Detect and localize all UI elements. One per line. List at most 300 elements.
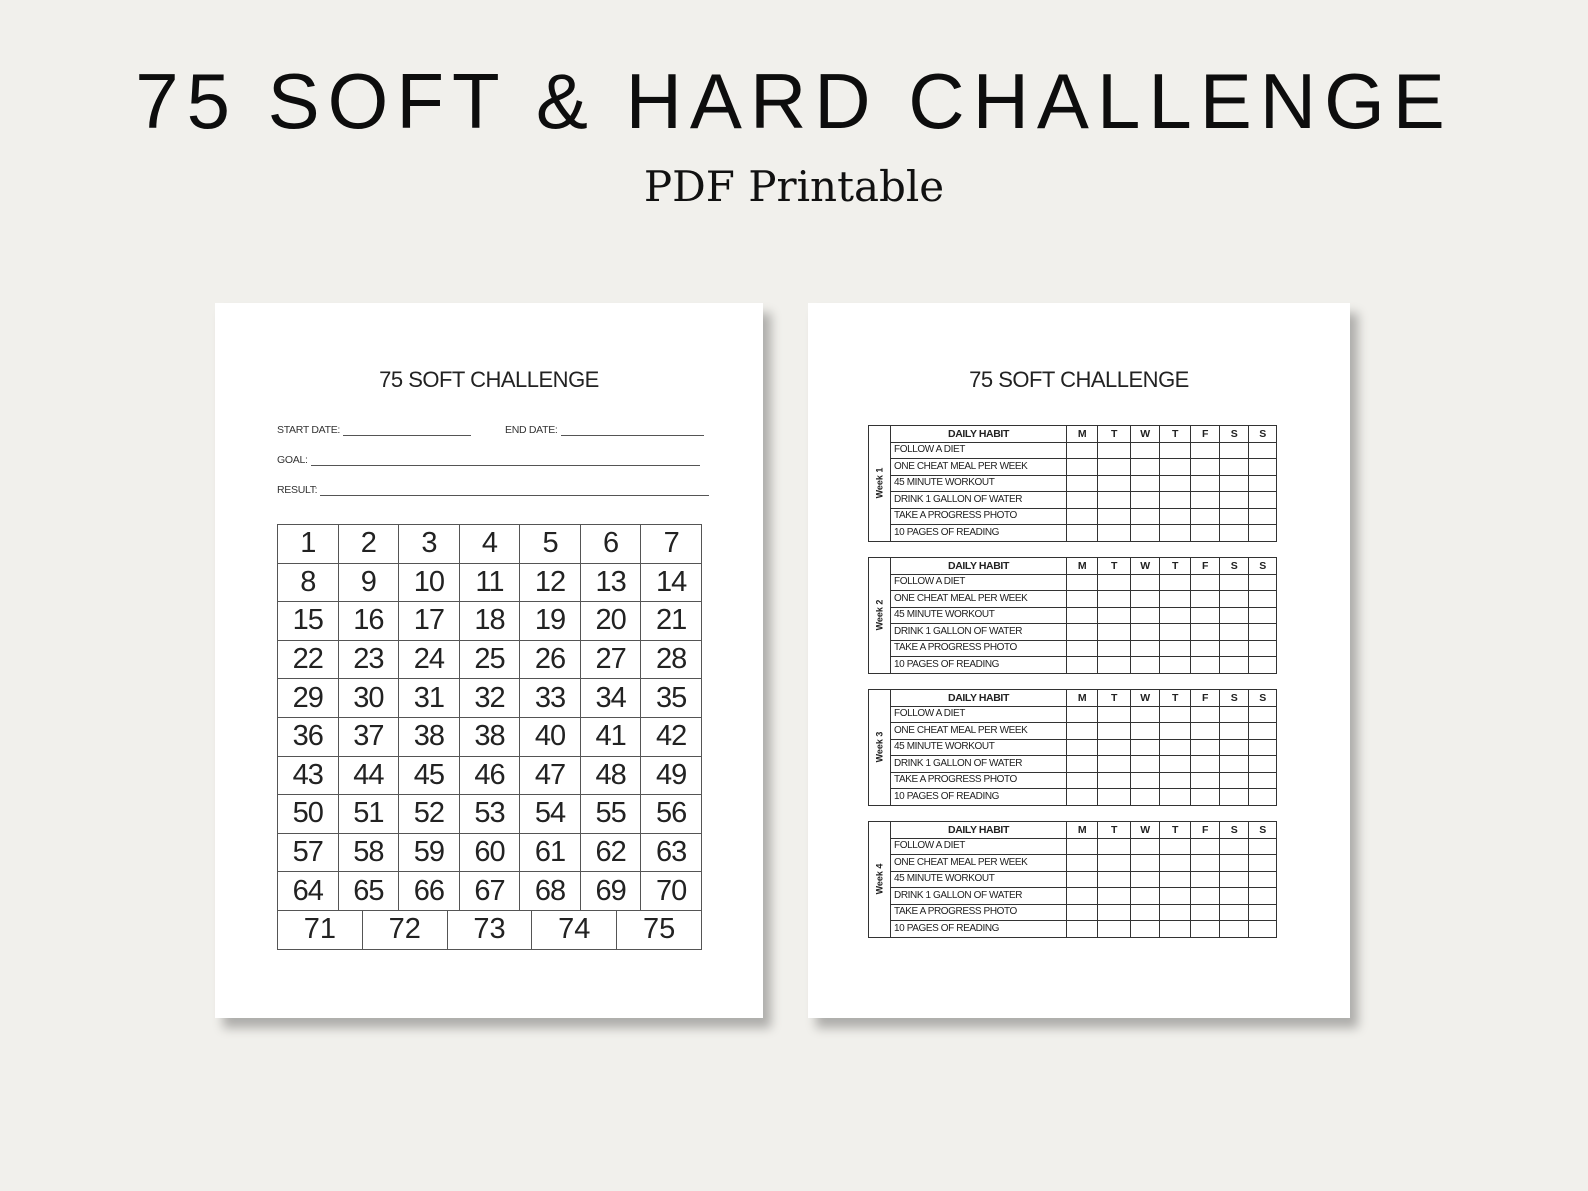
habit-check-cell[interactable] — [1160, 739, 1191, 756]
habit-check-cell[interactable] — [1249, 723, 1277, 740]
habit-row — [869, 607, 1277, 624]
day-cell[interactable]: 18 — [459, 602, 520, 641]
habit-check-cell[interactable] — [1191, 904, 1220, 921]
habit-label: 10 PAGES OF READING — [891, 789, 1067, 806]
goal-line[interactable] — [311, 455, 700, 466]
day-cell[interactable]: 66 — [399, 872, 460, 911]
habit-check-cell[interactable] — [1160, 492, 1191, 509]
habit-check-cell[interactable] — [1067, 442, 1098, 459]
habit-check-cell[interactable] — [1191, 459, 1220, 476]
day-cell[interactable]: 6 — [580, 525, 641, 564]
habit-check-cell[interactable] — [1131, 459, 1160, 476]
habit-check-cell[interactable] — [1191, 706, 1220, 723]
habit-check-cell[interactable] — [1067, 640, 1098, 657]
habit-check-cell[interactable] — [1131, 772, 1160, 789]
habit-check-cell[interactable] — [1160, 591, 1191, 608]
habit-check-cell[interactable] — [1131, 871, 1160, 888]
day-cell[interactable]: 35 — [641, 679, 702, 718]
day-cell[interactable]: 52 — [399, 795, 460, 834]
day-header: W — [1131, 690, 1160, 707]
habit-check-cell[interactable] — [1249, 904, 1277, 921]
day-cell[interactable]: 46 — [459, 756, 520, 795]
habit-check-cell[interactable] — [1191, 574, 1220, 591]
habit-check-cell[interactable] — [1249, 640, 1277, 657]
habit-check-cell[interactable] — [1191, 525, 1220, 542]
habit-row — [869, 921, 1277, 938]
day-cell[interactable]: 16 — [338, 602, 399, 641]
day-cell[interactable]: 34 — [580, 679, 641, 718]
day-cell[interactable]: 59 — [399, 833, 460, 872]
day-header: T — [1098, 822, 1131, 839]
habit-check-cell[interactable] — [1098, 624, 1131, 641]
habit-label: 45 MINUTE WORKOUT — [891, 739, 1067, 756]
habit-check-cell[interactable] — [1131, 607, 1160, 624]
habit-label: FOLLOW A DIET — [891, 574, 1067, 591]
day-cell[interactable]: 61 — [520, 833, 581, 872]
habit-check-cell[interactable] — [1191, 888, 1220, 905]
habit-check-cell[interactable] — [1160, 772, 1191, 789]
day-cell[interactable]: 65 — [338, 872, 399, 911]
habit-check-cell[interactable] — [1220, 640, 1249, 657]
week-table — [868, 557, 1276, 674]
week-label-cell — [869, 558, 891, 674]
day-cell[interactable]: 40 — [520, 717, 581, 756]
daily-habit-header: DAILY HABIT — [891, 690, 1067, 707]
habit-check-cell[interactable] — [1220, 921, 1249, 938]
day-cell[interactable]: 29 — [278, 679, 339, 718]
habit-check-cell[interactable] — [1160, 789, 1191, 806]
habit-check-cell[interactable] — [1249, 888, 1277, 905]
habit-check-cell[interactable] — [1131, 475, 1160, 492]
week-label-cell — [869, 822, 891, 938]
day-cell[interactable]: 19 — [520, 602, 581, 641]
habit-check-cell[interactable] — [1067, 475, 1098, 492]
day-cell[interactable]: 31 — [399, 679, 460, 718]
day-header: F — [1191, 822, 1220, 839]
habit-row — [869, 459, 1277, 476]
day-cell[interactable]: 36 — [278, 717, 339, 756]
habit-check-cell[interactable] — [1067, 838, 1098, 855]
habit-check-cell[interactable] — [1191, 640, 1220, 657]
day-row — [278, 602, 702, 641]
right-page-title: 75 SOFT CHALLENGE — [969, 367, 1189, 392]
habit-check-cell[interactable] — [1220, 789, 1249, 806]
habit-label: TAKE A PROGRESS PHOTO — [891, 640, 1067, 657]
habit-check-cell[interactable] — [1191, 772, 1220, 789]
day-cell[interactable]: 60 — [459, 833, 520, 872]
habit-label: ONE CHEAT MEAL PER WEEK — [891, 591, 1067, 608]
habit-check-cell[interactable] — [1131, 756, 1160, 773]
habit-check-cell[interactable] — [1249, 508, 1277, 525]
habit-row — [869, 574, 1277, 591]
day-cell[interactable]: 50 — [278, 795, 339, 834]
habit-row — [869, 508, 1277, 525]
habit-check-cell[interactable] — [1067, 525, 1098, 542]
habit-check-cell[interactable] — [1098, 871, 1131, 888]
day-cell[interactable]: 63 — [641, 833, 702, 872]
day-cell[interactable]: 5 — [520, 525, 581, 564]
habit-check-cell[interactable] — [1067, 739, 1098, 756]
habit-check-cell[interactable] — [1220, 525, 1249, 542]
habit-check-cell[interactable] — [1249, 492, 1277, 509]
habit-check-cell[interactable] — [1160, 657, 1191, 674]
habit-check-cell[interactable] — [1191, 789, 1220, 806]
habit-check-cell[interactable] — [1067, 574, 1098, 591]
habit-check-cell[interactable] — [1098, 574, 1131, 591]
day-header: S — [1249, 690, 1277, 707]
result-line[interactable] — [320, 485, 709, 496]
habit-check-cell[interactable] — [1067, 756, 1098, 773]
habit-check-cell[interactable] — [1067, 772, 1098, 789]
habit-check-cell[interactable] — [1220, 508, 1249, 525]
day-cell[interactable]: 47 — [520, 756, 581, 795]
day-cell[interactable]: 28 — [641, 640, 702, 679]
habit-check-cell[interactable] — [1220, 442, 1249, 459]
habit-check-cell[interactable] — [1160, 888, 1191, 905]
day-cell[interactable]: 41 — [580, 717, 641, 756]
habit-check-cell[interactable] — [1191, 492, 1220, 509]
habit-check-cell[interactable] — [1098, 739, 1131, 756]
day-cell[interactable]: 15 — [278, 602, 339, 641]
habit-check-cell[interactable] — [1220, 888, 1249, 905]
day-cell[interactable]: 70 — [641, 872, 702, 911]
habit-label: 45 MINUTE WORKOUT — [891, 475, 1067, 492]
day-cell[interactable]: 12 — [520, 563, 581, 602]
day-cell[interactable]: 69 — [580, 872, 641, 911]
habit-check-cell[interactable] — [1249, 756, 1277, 773]
habit-check-cell[interactable] — [1098, 508, 1131, 525]
habit-check-cell[interactable] — [1131, 508, 1160, 525]
habit-check-cell[interactable] — [1220, 838, 1249, 855]
day-row — [278, 833, 702, 872]
habit-check-cell[interactable] — [1160, 624, 1191, 641]
day-cell[interactable]: 3 — [399, 525, 460, 564]
habit-check-cell[interactable] — [1098, 492, 1131, 509]
habit-check-cell[interactable] — [1191, 838, 1220, 855]
left-page — [215, 303, 763, 1018]
habit-check-cell[interactable] — [1249, 475, 1277, 492]
habit-check-cell[interactable] — [1191, 723, 1220, 740]
habit-check-cell[interactable] — [1249, 772, 1277, 789]
subtitle: PDF Printable — [643, 162, 945, 211]
habit-label: DRINK 1 GALLON OF WATER — [891, 492, 1067, 509]
habit-check-cell[interactable] — [1067, 723, 1098, 740]
week-table — [868, 821, 1276, 938]
start-date-line[interactable] — [343, 425, 471, 436]
habit-label: ONE CHEAT MEAL PER WEEK — [891, 855, 1067, 872]
habit-check-cell[interactable] — [1191, 921, 1220, 938]
day-cell[interactable]: 74 — [532, 911, 617, 950]
habit-check-cell[interactable] — [1191, 657, 1220, 674]
day-cell[interactable]: 25 — [459, 640, 520, 679]
habit-check-cell[interactable] — [1249, 607, 1277, 624]
habit-row — [869, 855, 1277, 872]
habit-check-cell[interactable] — [1131, 492, 1160, 509]
habit-check-cell[interactable] — [1249, 624, 1277, 641]
habit-check-cell[interactable] — [1067, 871, 1098, 888]
habit-check-cell[interactable] — [1067, 789, 1098, 806]
habit-check-cell[interactable] — [1160, 442, 1191, 459]
habit-check-cell[interactable] — [1067, 904, 1098, 921]
habit-check-cell[interactable] — [1191, 475, 1220, 492]
habit-check-cell[interactable] — [1220, 475, 1249, 492]
habit-check-cell[interactable] — [1249, 442, 1277, 459]
habit-check-cell[interactable] — [1220, 607, 1249, 624]
day-cell[interactable]: 21 — [641, 602, 702, 641]
habit-check-cell[interactable] — [1067, 855, 1098, 872]
habit-check-cell[interactable] — [1067, 459, 1098, 476]
habit-label: ONE CHEAT MEAL PER WEEK — [891, 723, 1067, 740]
main-title: 75 SOFT & HARD CHALLENGE — [135, 57, 1453, 145]
week-label-cell — [869, 426, 891, 542]
habit-check-cell[interactable] — [1191, 739, 1220, 756]
day-cell[interactable]: 7 — [641, 525, 702, 564]
day-cell[interactable]: 23 — [338, 640, 399, 679]
habit-check-cell[interactable] — [1131, 574, 1160, 591]
habit-check-cell[interactable] — [1191, 624, 1220, 641]
habit-check-cell[interactable] — [1191, 855, 1220, 872]
day-cell[interactable]: 17 — [399, 602, 460, 641]
day-cell[interactable]: 27 — [580, 640, 641, 679]
day-cell[interactable]: 32 — [459, 679, 520, 718]
habit-check-cell[interactable] — [1249, 591, 1277, 608]
day-header: F — [1191, 426, 1220, 443]
habit-check-cell[interactable] — [1160, 756, 1191, 773]
habit-check-cell[interactable] — [1220, 492, 1249, 509]
day-cell[interactable]: 26 — [520, 640, 581, 679]
habit-check-cell[interactable] — [1098, 475, 1131, 492]
habit-check-cell[interactable] — [1098, 607, 1131, 624]
day-row — [278, 640, 702, 679]
habit-check-cell[interactable] — [1131, 904, 1160, 921]
day-cell[interactable]: 49 — [641, 756, 702, 795]
habit-check-cell[interactable] — [1098, 640, 1131, 657]
habit-check-cell[interactable] — [1220, 591, 1249, 608]
habit-check-cell[interactable] — [1160, 904, 1191, 921]
habit-check-cell[interactable] — [1220, 574, 1249, 591]
habit-check-cell[interactable] — [1160, 508, 1191, 525]
habit-check-cell[interactable] — [1131, 739, 1160, 756]
habit-check-cell[interactable] — [1067, 706, 1098, 723]
day-cell[interactable]: 67 — [459, 872, 520, 911]
habit-label: 45 MINUTE WORKOUT — [891, 607, 1067, 624]
habit-check-cell[interactable] — [1160, 574, 1191, 591]
habit-check-cell[interactable] — [1067, 591, 1098, 608]
habit-check-cell[interactable] — [1220, 723, 1249, 740]
habit-check-cell[interactable] — [1131, 591, 1160, 608]
habit-check-cell[interactable] — [1160, 838, 1191, 855]
habit-check-cell[interactable] — [1098, 591, 1131, 608]
day-row — [278, 717, 702, 756]
habit-row — [869, 475, 1277, 492]
habit-check-cell[interactable] — [1098, 904, 1131, 921]
habit-check-cell[interactable] — [1220, 739, 1249, 756]
day-cell[interactable]: 22 — [278, 640, 339, 679]
habit-check-cell[interactable] — [1098, 442, 1131, 459]
habit-check-cell[interactable] — [1067, 921, 1098, 938]
habit-check-cell[interactable] — [1067, 492, 1098, 509]
habit-check-cell[interactable] — [1191, 591, 1220, 608]
habit-check-cell[interactable] — [1249, 789, 1277, 806]
day-cell[interactable]: 38 — [459, 717, 520, 756]
habit-check-cell[interactable] — [1098, 921, 1131, 938]
habit-check-cell[interactable] — [1160, 706, 1191, 723]
habit-check-cell[interactable] — [1160, 607, 1191, 624]
day-row — [278, 563, 702, 602]
day-cell[interactable]: 75 — [617, 911, 702, 950]
habit-check-cell[interactable] — [1249, 459, 1277, 476]
habit-row — [869, 525, 1277, 542]
habit-label: DRINK 1 GALLON OF WATER — [891, 756, 1067, 773]
habit-check-cell[interactable] — [1249, 706, 1277, 723]
day-cell[interactable]: 2 — [338, 525, 399, 564]
habit-check-cell[interactable] — [1160, 459, 1191, 476]
habit-check-cell[interactable] — [1098, 855, 1131, 872]
habit-check-cell[interactable] — [1098, 525, 1131, 542]
habit-check-cell[interactable] — [1160, 921, 1191, 938]
habit-row — [869, 756, 1277, 773]
day-cell[interactable]: 38 — [399, 717, 460, 756]
day-cell[interactable]: 42 — [641, 717, 702, 756]
habit-check-cell[interactable] — [1131, 706, 1160, 723]
day-cell[interactable]: 58 — [338, 833, 399, 872]
habit-check-cell[interactable] — [1131, 838, 1160, 855]
habit-check-cell[interactable] — [1249, 921, 1277, 938]
day-cell[interactable]: 13 — [580, 563, 641, 602]
habit-check-cell[interactable] — [1220, 624, 1249, 641]
day-cell[interactable]: 1 — [278, 525, 339, 564]
habit-check-cell[interactable] — [1131, 921, 1160, 938]
day-cell[interactable]: 9 — [338, 563, 399, 602]
day-header: M — [1067, 822, 1098, 839]
habit-check-cell[interactable] — [1098, 459, 1131, 476]
habit-check-cell[interactable] — [1220, 772, 1249, 789]
start-date-label: START DATE: — [277, 424, 341, 436]
day-cell[interactable]: 72 — [362, 911, 447, 950]
habit-check-cell[interactable] — [1191, 442, 1220, 459]
habit-check-cell[interactable] — [1160, 871, 1191, 888]
habit-check-cell[interactable] — [1220, 756, 1249, 773]
habit-check-cell[interactable] — [1191, 508, 1220, 525]
day-row — [278, 795, 702, 834]
day-header: M — [1067, 558, 1098, 575]
habit-check-cell[interactable] — [1160, 640, 1191, 657]
habit-check-cell[interactable] — [1131, 657, 1160, 674]
habit-check-cell[interactable] — [1098, 706, 1131, 723]
habit-check-cell[interactable] — [1191, 756, 1220, 773]
day-cell[interactable]: 20 — [580, 602, 641, 641]
habit-check-cell[interactable] — [1191, 871, 1220, 888]
habit-check-cell[interactable] — [1098, 756, 1131, 773]
habit-check-cell[interactable] — [1220, 706, 1249, 723]
habit-check-cell[interactable] — [1249, 574, 1277, 591]
habit-check-cell[interactable] — [1098, 789, 1131, 806]
day-cell[interactable]: 30 — [338, 679, 399, 718]
habit-check-cell[interactable] — [1098, 723, 1131, 740]
habit-check-cell[interactable] — [1249, 855, 1277, 872]
habit-row — [869, 739, 1277, 756]
day-cell[interactable]: 54 — [520, 795, 581, 834]
day-cell[interactable]: 56 — [641, 795, 702, 834]
day-cell[interactable]: 73 — [447, 911, 532, 950]
habit-check-cell[interactable] — [1098, 772, 1131, 789]
habit-check-cell[interactable] — [1067, 624, 1098, 641]
habit-check-cell[interactable] — [1067, 607, 1098, 624]
day-cell[interactable]: 44 — [338, 756, 399, 795]
habit-check-cell[interactable] — [1067, 888, 1098, 905]
habit-check-cell[interactable] — [1131, 442, 1160, 459]
habit-check-cell[interactable] — [1160, 723, 1191, 740]
habit-check-cell[interactable] — [1220, 459, 1249, 476]
day-cell[interactable]: 11 — [459, 563, 520, 602]
day-cell[interactable]: 57 — [278, 833, 339, 872]
habit-check-cell[interactable] — [1098, 657, 1131, 674]
habit-row — [869, 789, 1277, 806]
day-cell[interactable]: 45 — [399, 756, 460, 795]
day-cell[interactable]: 37 — [338, 717, 399, 756]
habit-check-cell[interactable] — [1131, 723, 1160, 740]
day-cell[interactable]: 24 — [399, 640, 460, 679]
day-cell[interactable]: 53 — [459, 795, 520, 834]
habit-check-cell[interactable] — [1249, 838, 1277, 855]
habit-check-cell[interactable] — [1131, 640, 1160, 657]
day-cell[interactable]: 33 — [520, 679, 581, 718]
habit-check-cell[interactable] — [1249, 657, 1277, 674]
habit-check-cell[interactable] — [1131, 855, 1160, 872]
habit-check-cell[interactable] — [1249, 525, 1277, 542]
day-row — [278, 679, 702, 718]
day-cell[interactable]: 48 — [580, 756, 641, 795]
day-cell[interactable]: 4 — [459, 525, 520, 564]
habit-row — [869, 871, 1277, 888]
habit-check-cell[interactable] — [1067, 508, 1098, 525]
end-date-line[interactable] — [561, 425, 704, 436]
habit-check-cell[interactable] — [1131, 888, 1160, 905]
habit-check-cell[interactable] — [1160, 855, 1191, 872]
day-cell[interactable]: 51 — [338, 795, 399, 834]
day-cell[interactable]: 14 — [641, 563, 702, 602]
day-cell[interactable]: 71 — [278, 911, 363, 950]
habit-check-cell[interactable] — [1131, 624, 1160, 641]
day-row — [278, 525, 702, 564]
habit-check-cell[interactable] — [1249, 739, 1277, 756]
habit-check-cell[interactable] — [1249, 871, 1277, 888]
day-cell[interactable]: 8 — [278, 563, 339, 602]
habit-check-cell[interactable] — [1160, 525, 1191, 542]
day-header: T — [1160, 690, 1191, 707]
habit-check-cell[interactable] — [1160, 475, 1191, 492]
habit-check-cell[interactable] — [1067, 657, 1098, 674]
day-cell[interactable]: 64 — [278, 872, 339, 911]
habit-check-cell[interactable] — [1131, 789, 1160, 806]
habit-check-cell[interactable] — [1098, 838, 1131, 855]
habit-check-cell[interactable] — [1131, 525, 1160, 542]
habit-check-cell[interactable] — [1220, 657, 1249, 674]
day-cell[interactable]: 55 — [580, 795, 641, 834]
day-cell[interactable]: 62 — [580, 833, 641, 872]
day-cell[interactable]: 43 — [278, 756, 339, 795]
daily-habit-header: DAILY HABIT — [891, 426, 1067, 443]
day-cell[interactable]: 68 — [520, 872, 581, 911]
habit-check-cell[interactable] — [1220, 855, 1249, 872]
day-cell[interactable]: 10 — [399, 563, 460, 602]
habit-label: TAKE A PROGRESS PHOTO — [891, 904, 1067, 921]
habit-check-cell[interactable] — [1220, 871, 1249, 888]
habit-check-cell[interactable] — [1191, 607, 1220, 624]
habit-check-cell[interactable] — [1098, 888, 1131, 905]
day-header: S — [1220, 558, 1249, 575]
habit-check-cell[interactable] — [1220, 904, 1249, 921]
